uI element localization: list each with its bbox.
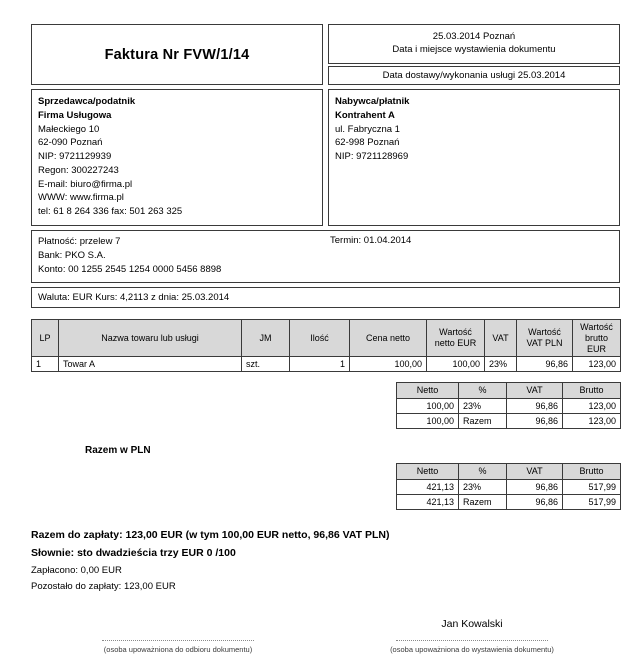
seller-www: WWW: www.firma.pl	[38, 192, 124, 204]
buyer-box	[328, 89, 620, 226]
payment-account: Konto: 00 1255 2545 1254 0000 5456 8898	[38, 264, 222, 276]
issuer-signature-line	[396, 640, 548, 641]
items-table	[31, 319, 621, 372]
buyer-nip: NIP: 9721128969	[335, 151, 409, 163]
issue-info-column	[328, 24, 620, 85]
summary-col-rate: %	[459, 383, 507, 399]
col-header-value-gross-eur: Wartość brutto EUR	[573, 319, 621, 356]
cell-brutto: 123,00	[563, 399, 621, 414]
invoice-document	[31, 24, 620, 654]
invoice-header	[31, 24, 620, 85]
payment-details	[32, 231, 324, 282]
summary-col-netto: Netto	[397, 464, 459, 480]
cell-brutto: 517,99	[563, 479, 621, 494]
cell-vat: 23%	[485, 357, 517, 372]
summary-pln-table	[396, 463, 621, 510]
cell-netto: 421,13	[397, 479, 459, 494]
summary-pln-header-row	[397, 464, 621, 480]
cell-brutto: 123,00	[563, 414, 621, 429]
seller-heading: Sprzedawca/podatnik	[38, 96, 136, 107]
currency-box	[31, 287, 620, 308]
cell-netto: 100,00	[397, 399, 459, 414]
receiver-signature-name	[31, 618, 325, 634]
col-header-vat: VAT	[485, 319, 517, 356]
table-row	[397, 414, 621, 429]
seller-box	[31, 89, 323, 226]
summary-col-brutto: Brutto	[563, 383, 621, 399]
receiver-signature-caption: (osoba upoważniona do odbioru dokumentu)	[103, 644, 253, 654]
currency-rate-text: Waluta: EUR Kurs: 4,2113 z dnia: 25.03.2014	[38, 291, 230, 303]
delivery-date-box	[328, 66, 620, 85]
amount-in-words: Słownie: sto dwadzieścia trzy EUR 0 /100	[31, 547, 236, 560]
summary-col-brutto: Brutto	[563, 464, 621, 480]
buyer-address-line: 62-998 Poznań	[335, 137, 400, 149]
issuer-signature-caption: (osoba upoważniona do wystawienia dokumentu)	[390, 644, 554, 654]
cell-netto: 100,00	[397, 414, 459, 429]
col-header-name: Nazwa towaru lub usługi	[59, 319, 242, 356]
cell-quantity: 1	[290, 357, 350, 372]
cell-value-vat-pln: 96,86	[517, 357, 573, 372]
seller-email: E-mail: biuro@firma.pl	[38, 178, 133, 190]
cell-vat: 96,86	[507, 399, 563, 414]
table-row	[397, 479, 621, 494]
buyer-name: Kontrahent A	[335, 109, 395, 121]
items-table-header-row	[32, 319, 621, 356]
cell-jm: szt.	[242, 357, 290, 372]
issue-date-caption: Data i miejsce wystawienia dokumentu	[392, 44, 556, 55]
summary-col-rate: %	[459, 464, 507, 480]
seller-phone: tel: 61 8 264 336 fax: 501 263 325	[38, 206, 183, 218]
cell-brutto: 517,99	[563, 494, 621, 509]
cell-name: Towar A	[59, 357, 242, 372]
total-due: Razem do zapłaty: 123,00 EUR (w tym 100,00 EUR netto, 96,86 VAT PLN)	[31, 528, 390, 541]
totals-section	[31, 526, 620, 596]
cell-value-net-eur: 100,00	[427, 357, 485, 372]
payment-term: Termin: 01.04.2014	[330, 234, 412, 246]
seller-address-line: Małeckiego 10	[38, 123, 100, 135]
cell-vat: 96,86	[507, 479, 563, 494]
issuer-signature-name: Jan Kowalski	[441, 617, 503, 630]
parties-section	[31, 89, 620, 226]
payment-term-cell	[324, 231, 619, 282]
buyer-address-line: ul. Fabryczna 1	[335, 123, 400, 135]
amount-paid: Zapłacono: 0,00 EUR	[31, 564, 122, 576]
summary-eur-section	[31, 382, 620, 429]
summary-col-vat: VAT	[507, 464, 563, 480]
table-row	[397, 399, 621, 414]
col-header-value-vat-pln: Wartość VAT PLN	[517, 319, 573, 356]
cell-rate: 23%	[459, 479, 507, 494]
cell-rate: Razem	[459, 494, 507, 509]
col-header-lp: LP	[32, 319, 59, 356]
signature-issuer	[325, 618, 619, 654]
signatures-section	[31, 618, 620, 654]
payment-section	[31, 230, 620, 283]
col-header-price-net: Cena netto	[350, 319, 427, 356]
delivery-date-text: Data dostawy/wykonania usługi 25.03.2014	[382, 70, 566, 81]
summary-pln-section	[31, 463, 620, 510]
cell-price-net: 100,00	[350, 357, 427, 372]
cell-lp: 1	[32, 357, 59, 372]
summary-col-vat: VAT	[507, 383, 563, 399]
cell-rate: Razem	[459, 414, 507, 429]
payment-bank: Bank: PKO S.A.	[38, 250, 106, 262]
cell-vat: 96,86	[507, 414, 563, 429]
issue-date-place: 25.03.2014 Poznań	[432, 31, 516, 43]
summary-eur-header-row	[397, 383, 621, 399]
invoice-title: Faktura Nr FVW/1/14	[104, 46, 250, 63]
invoice-title-box	[31, 24, 323, 85]
summary-eur-table	[396, 382, 621, 429]
receiver-signature-line	[102, 640, 254, 641]
seller-name: Firma Usługowa	[38, 109, 112, 121]
payment-method: Płatność: przelew 7	[38, 235, 121, 247]
summary-col-netto: Netto	[397, 383, 459, 399]
cell-rate: 23%	[459, 399, 507, 414]
buyer-heading: Nabywca/płatnik	[335, 96, 410, 107]
seller-nip: NIP: 9721129939	[38, 151, 112, 163]
signature-receiver	[31, 618, 325, 654]
seller-regon: Regon: 300227243	[38, 164, 119, 176]
issue-date-box	[328, 24, 620, 64]
amount-remaining: Pozostało do zapłaty: 123,00 EUR	[31, 581, 176, 593]
razem-pln-label: Razem w PLN	[85, 445, 151, 457]
table-row	[32, 357, 621, 372]
cell-vat: 96,86	[507, 494, 563, 509]
seller-address-line: 62-090 Poznań	[38, 137, 103, 149]
col-header-jm: JM	[242, 319, 290, 356]
col-header-quantity: Ilość	[290, 319, 350, 356]
cell-value-gross-eur: 123,00	[573, 357, 621, 372]
table-row	[397, 494, 621, 509]
cell-netto: 421,13	[397, 494, 459, 509]
col-header-value-net-eur: Wartość netto EUR	[427, 319, 485, 356]
